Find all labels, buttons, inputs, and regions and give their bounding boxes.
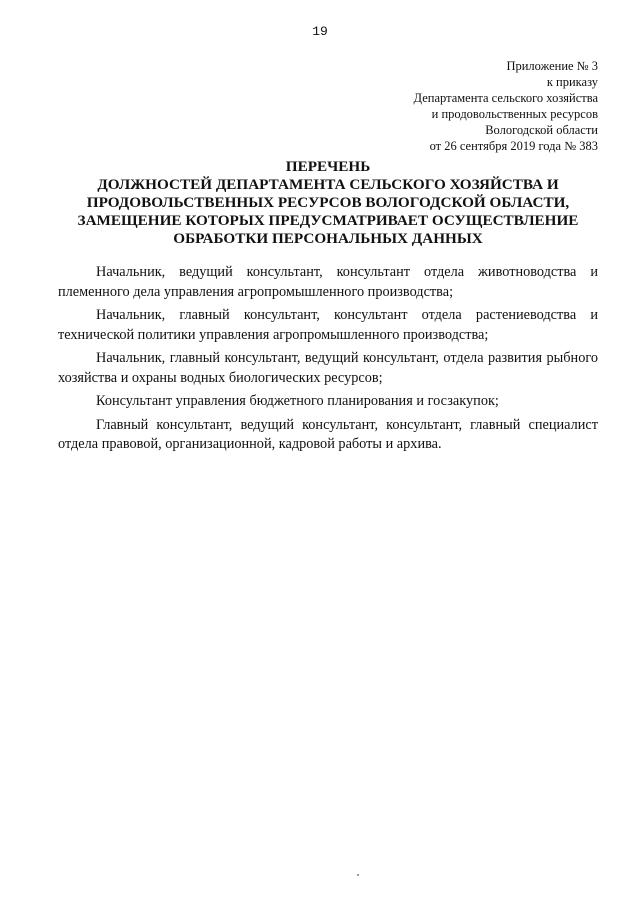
document-title <box>40 158 616 248</box>
title-line: ПЕРЕЧЕНЬ <box>285 158 371 175</box>
appendix-line: Приложение № 3 <box>506 59 598 73</box>
scan-speck <box>357 874 359 876</box>
position-item: Консультант управления бюджетного планирования и госзакупок; <box>96 393 499 409</box>
position-item: Начальник, главный консультант, консультант отдела растениеводства и технической политики управления агропромышленного производства; <box>58 307 598 343</box>
position-item: Начальник, ведущий консультант, консультант отдела животноводства и племенного дела управления агропромышленного производства; <box>58 264 598 300</box>
title-line: ЗАМЕЩЕНИЕ КОТОРЫХ ПРЕДУСМАТРИВАЕТ ОСУЩЕСТВЛЕНИЕ <box>77 212 579 229</box>
appendix-line: и продовольственных ресурсов <box>431 107 598 121</box>
appendix-line: Департамента сельского хозяйства <box>413 91 598 105</box>
appendix-line: Вологодской области <box>485 123 598 137</box>
position-item: Главный консультант, ведущий консультант, консультант, главный специалист отдела правовой, организационной, кадровой работы и архива. <box>58 416 598 452</box>
appendix-line: от 26 сентября 2019 года № 383 <box>429 139 598 153</box>
position-item: Начальник, главный консультант, ведущий консультант, отдела развития рыбного хозяйства и охраны водных биологических ресурсов; <box>58 350 598 386</box>
title-line: ПРОДОВОЛЬСТВЕННЫХ РЕСУРСОВ ВОЛОГОДСКОЙ ОБЛАСТИ, <box>86 194 570 211</box>
appendix-block <box>414 58 598 154</box>
title-line: ДОЛЖНОСТЕЙ ДЕПАРТАМЕНТА СЕЛЬСКОГО ХОЗЯЙСТВА И <box>97 176 559 193</box>
page-number: 19 <box>312 24 328 39</box>
title-line: ОБРАБОТКИ ПЕРСОНАЛЬНЫХ ДАННЫХ <box>173 230 483 247</box>
appendix-line: к приказу <box>546 75 598 89</box>
positions-list <box>58 263 598 459</box>
